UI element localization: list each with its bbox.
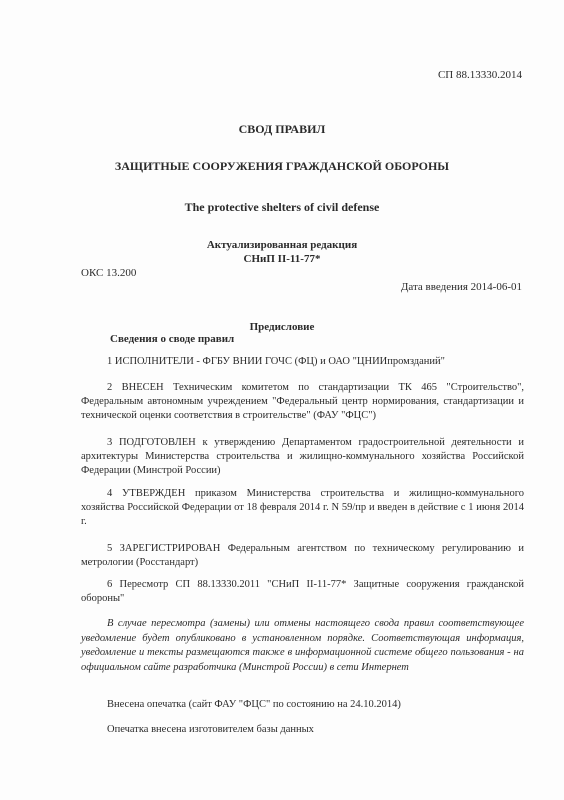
errata-note-2: Опечатка внесена изготовителем базы данных xyxy=(107,724,314,735)
document-code: СП 88.13330.2014 xyxy=(437,69,522,81)
errata-note-1: Внесена опечатка (сайт ФАУ "ФЦС" по состоянию на 24.10.2014) xyxy=(107,699,401,710)
document-heading: СВОД ПРАВИЛ xyxy=(238,122,326,136)
introduction-date: Дата введения 2014-06-01 xyxy=(400,281,522,293)
preface-item-1: 1 ИСПОЛНИТЕЛИ - ФГБУ ВНИИ ГОЧС (ФЦ) и ОАО "ЦНИИпромзданий" xyxy=(107,356,445,367)
preface-item-4: 4 УТВЕРЖДЕН приказом Министерства строительства и жилищно-коммунального хозяйства Российской Федерации от 18 февраля 2014 г. N 59/пр и введен в действие с 1 июня 2014 г. xyxy=(81,488,524,527)
preface-item-6: 6 Пересмотр СП 88.13330.2011 "СНиП II-11-77* Защитные сооружения гражданской обороны" xyxy=(81,579,524,604)
oks-code: ОКС 13.200 xyxy=(81,267,137,279)
preface-subheading: Сведения о своде правил xyxy=(110,333,235,345)
preface-item-3: 3 ПОДГОТОВЛЕН к утверждению Департаментом градостроительной деятельности и архитектуры Министерства строительства и жилищно-коммунального хозяйства Российской Федерации (Минстрой России) xyxy=(81,437,524,476)
edition-reference: СНиП II-11-77* xyxy=(243,253,321,265)
revision-notice: В случае пересмотра (замены) или отмены настоящего свода правил соответствующее уведомление будет опубликовано в установленном порядке. Соответствующая информация, уведомление и тексты размещаются также в информационной системе общего пользования - на официальном сайте разработчика (Минстрой России) в сети Интернет xyxy=(81,618,524,673)
document-title-ru: ЗАЩИТНЫЕ СООРУЖЕНИЯ ГРАЖДАНСКОЙ ОБОРОНЫ xyxy=(114,159,450,173)
preface-heading: Предисловие xyxy=(249,321,315,333)
preface-item-5: 5 ЗАРЕГИСТРИРОВАН Федеральным агентством по техническому регулированию и метрологии (Росстандарт) xyxy=(81,543,524,568)
document-title-en: The protective shelters of civil defense xyxy=(184,200,380,214)
preface-item-2: 2 ВНЕСЕН Техническим комитетом по стандартизации ТК 465 "Строительство", Федеральным автономным учреждением "Федеральный центр нормирования, стандартизации и технической оценки соответствия в строительстве" (ФАУ "ФЦС") xyxy=(81,382,524,421)
edition-label: Актуализированная редакция xyxy=(206,239,358,251)
